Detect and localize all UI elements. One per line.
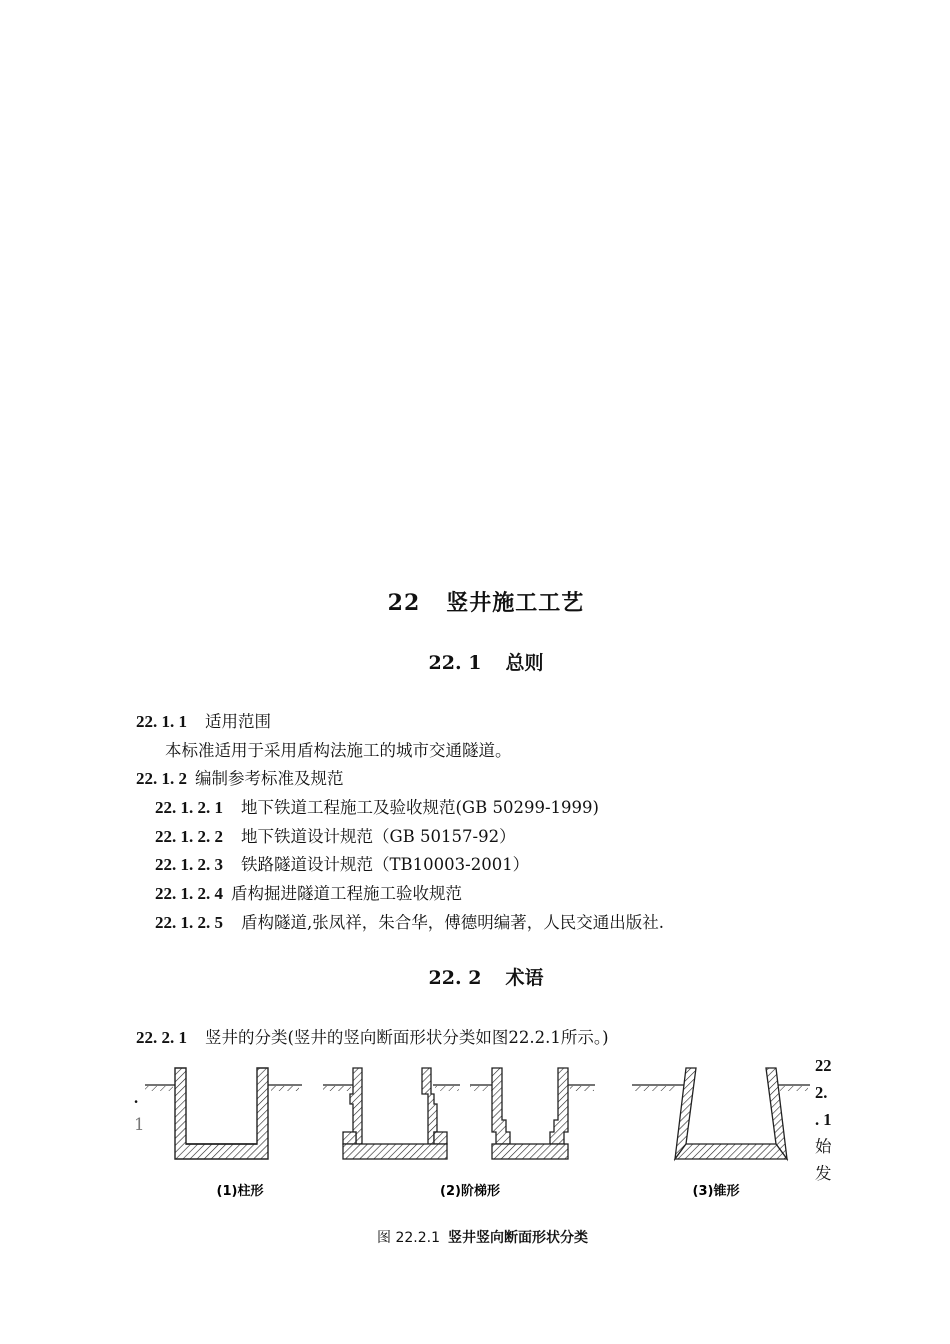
section-heading: 22. 1 总则 (428, 652, 544, 674)
reference-item: 22. 1. 2. 1 地下铁道工程施工及验收规范(GB 50299-1999) (155, 798, 599, 817)
cylindrical-shaft-diagram (145, 1068, 302, 1159)
right-side-fragment: 22 2. . 1 始 发 (815, 1056, 832, 1183)
figure-label: (3)锥形 (692, 1184, 740, 1199)
figure-label: (1)柱形 (216, 1184, 264, 1199)
stepped-shaft-diagram-alt (470, 1068, 595, 1159)
left-side-fragment: . 1 (134, 1088, 145, 1134)
clause-scope: 22. 1. 1 适用范围 (136, 712, 271, 731)
section-heading: 22. 2 术语 (428, 967, 544, 989)
reference-item: 22. 1. 2. 5 盾构隧道,张凤祥，朱合华，傅德明编著，人民交通出版社. (155, 913, 664, 932)
conical-shaft-diagram (632, 1068, 810, 1159)
clause-scope-body: 本标准适用于采用盾构法施工的城市交通隧道。 (165, 741, 512, 760)
shaft-section-figure (140, 1060, 810, 1250)
chapter-title: 22 竖井施工工艺 (387, 590, 585, 616)
reference-item: 22. 1. 2. 2 地下铁道设计规范（GB 50157-92） (155, 827, 516, 846)
clause-term: 22. 2. 1 竖井的分类(竖井的竖向断面形状分类如图22.2.1所示。) (136, 1028, 609, 1047)
clause-references: 22. 1. 2 编制参考标准及规范 (136, 769, 344, 788)
reference-item: 22. 1. 2. 4 盾构掘进隧道工程施工验收规范 (155, 884, 462, 903)
figure-label: (2)阶梯形 (440, 1184, 500, 1199)
stepped-shaft-diagram (323, 1068, 460, 1159)
reference-item: 22. 1. 2. 3 铁路隧道设计规范（TB10003-2001） (155, 855, 530, 874)
figure-caption: 图 22.2.1 竖井竖向断面形状分类 (377, 1230, 588, 1246)
